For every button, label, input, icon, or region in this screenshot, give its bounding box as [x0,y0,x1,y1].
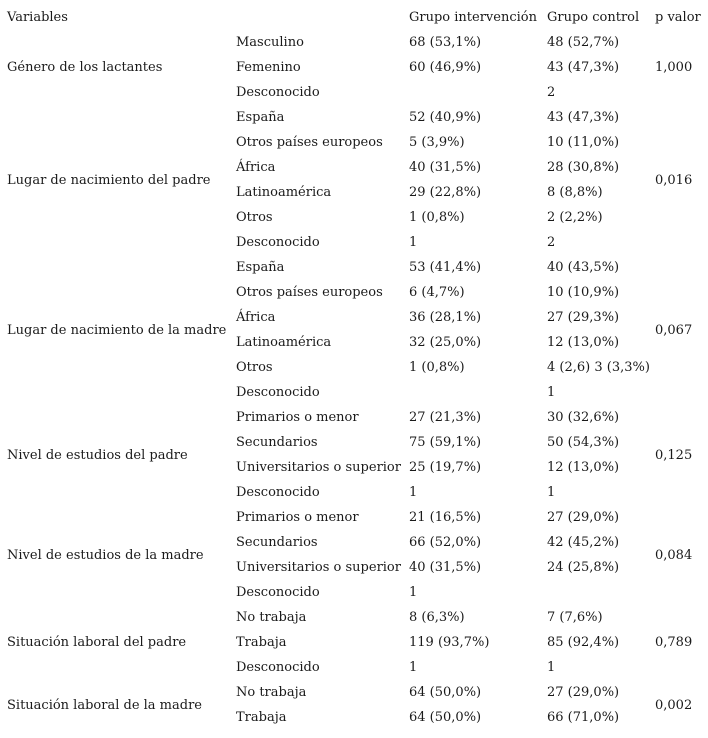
category-cell: Universitarios o superior [236,560,401,575]
category-cell: Latinoamérica [236,335,332,350]
intervention-value: 53 (41,4%) [409,260,482,275]
table-row [0,680,708,705]
intervention-value: 40 (31,5%) [409,560,482,575]
control-value: 27 (29,0%) [547,685,620,700]
intervention-value: 66 (52,0%) [409,535,482,550]
intervention-value: 27 (21,3%) [409,410,482,425]
category-cell: Desconocido [236,660,320,675]
variable-name: Género de los lactantes [7,60,163,75]
header-p-value: p valor [655,10,701,25]
control-value: 2 [547,235,556,250]
variable-name: Situación laboral del padre [7,635,187,650]
p-value: 0,067 [655,322,693,338]
header-category [229,5,402,30]
p-value: 0,125 [655,447,693,463]
category-cell: Femenino [236,60,301,75]
variable-name: Nivel de estudios del padre [7,447,188,463]
intervention-value: 1 [409,585,418,600]
control-value: 28 (30,8%) [547,160,620,175]
control-value: 1 [547,485,556,500]
intervention-value: 40 (31,5%) [409,160,482,175]
intervention-value: 29 (22,8%) [409,185,482,200]
control-value: 40 (43,5%) [547,260,620,275]
category-cell: Masculino [236,35,304,50]
intervention-value: 1 [409,485,418,500]
category-cell: Secundarios [236,435,318,450]
control-value: 50 (54,3%) [547,435,620,450]
category-cell: Otros países europeos [236,285,383,300]
control-value: 1 [547,385,556,400]
category-cell: Otros [236,360,273,375]
control-value: 27 (29,3%) [547,310,620,325]
p-value: 1,000 [655,60,693,75]
demographics-table [0,5,708,730]
category-cell: Trabaja [236,710,287,725]
category-cell: No trabaja [236,610,307,625]
control-value: 10 (11,0%) [547,135,620,150]
category-cell: Desconocido [236,385,320,400]
category-cell: España [236,110,285,125]
control-value: 85 (92,4%) [547,635,620,650]
table-body [0,30,708,730]
control-value: 7 (7,6%) [547,610,603,625]
category-cell: Trabaja [236,635,287,650]
table-row [0,405,708,430]
control-value: 43 (47,3%) [547,110,620,125]
variable-name: Lugar de nacimiento del padre [7,172,211,188]
intervention-value: 1 [409,235,418,250]
control-value [540,580,648,605]
intervention-value: 25 (19,7%) [409,460,482,475]
control-value: 27 (29,0%) [547,510,620,525]
category-cell: Otros [236,210,273,225]
category-cell: África [236,310,276,325]
control-value: 8 (8,8%) [547,185,603,200]
category-cell: Desconocido [236,485,320,500]
control-value: 4 (2,6) 3 (3,3%) [547,360,650,375]
table-header [0,5,708,30]
control-value: 2 [547,85,556,100]
variable-name: Nivel de estudios de la madre [7,547,204,563]
category-cell: Desconocido [236,235,320,250]
category-cell: Universitarios o superior [236,460,401,475]
control-value: 48 (52,7%) [547,35,620,50]
p-value: 0,016 [655,172,693,188]
intervention-value: 5 (3,9%) [409,135,465,150]
header-intervention-group: Grupo intervención [409,10,537,25]
intervention-value: 36 (28,1%) [409,310,482,325]
table-row [0,105,708,130]
intervention-value: 119 (93,7%) [409,635,490,650]
table-row [0,30,708,55]
intervention-value: 60 (46,9%) [409,60,482,75]
control-value: 42 (45,2%) [547,535,620,550]
header-variables: Variables [7,10,68,25]
intervention-value: 1 [409,660,418,675]
category-cell: No trabaja [236,685,307,700]
intervention-value: 21 (16,5%) [409,510,482,525]
category-cell: Primarios o menor [236,410,359,425]
intervention-value: 1 (0,8%) [409,360,465,375]
control-value: 2 (2,2%) [547,210,603,225]
intervention-value: 52 (40,9%) [409,110,482,125]
variable-name: Situación laboral de la madre [7,697,202,713]
intervention-value: 68 (53,1%) [409,35,482,50]
category-cell: Desconocido [236,585,320,600]
intervention-value: 64 (50,0%) [409,685,482,700]
header-row [0,5,708,30]
p-value: 0,789 [655,635,693,650]
control-value: 66 (71,0%) [547,710,620,725]
control-value: 12 (13,0%) [547,335,620,350]
control-value: 1 [547,660,556,675]
control-value: 30 (32,6%) [547,410,620,425]
intervention-value [402,80,540,105]
intervention-value: 75 (59,1%) [409,435,482,450]
intervention-value: 8 (6,3%) [409,610,465,625]
variable-name: Lugar de nacimiento de la madre [7,322,227,338]
p-value: 0,002 [655,697,693,713]
control-value: 24 (25,8%) [547,560,620,575]
control-value: 10 (10,9%) [547,285,620,300]
control-value: 43 (47,3%) [547,60,620,75]
intervention-value: 32 (25,0%) [409,335,482,350]
category-cell: África [236,160,276,175]
header-control-group: Grupo control [547,10,640,25]
intervention-value: 64 (50,0%) [409,710,482,725]
table-row [0,255,708,280]
table-row [0,605,708,630]
table-row [0,505,708,530]
intervention-value [402,380,540,405]
category-cell: Primarios o menor [236,510,359,525]
category-cell: Secundarios [236,535,318,550]
intervention-value: 1 (0,8%) [409,210,465,225]
p-value: 0,084 [655,547,693,563]
control-value: 12 (13,0%) [547,460,620,475]
category-cell: Otros países europeos [236,135,383,150]
category-cell: España [236,260,285,275]
category-cell: Desconocido [236,85,320,100]
intervention-value: 6 (4,7%) [409,285,465,300]
category-cell: Latinoamérica [236,185,332,200]
